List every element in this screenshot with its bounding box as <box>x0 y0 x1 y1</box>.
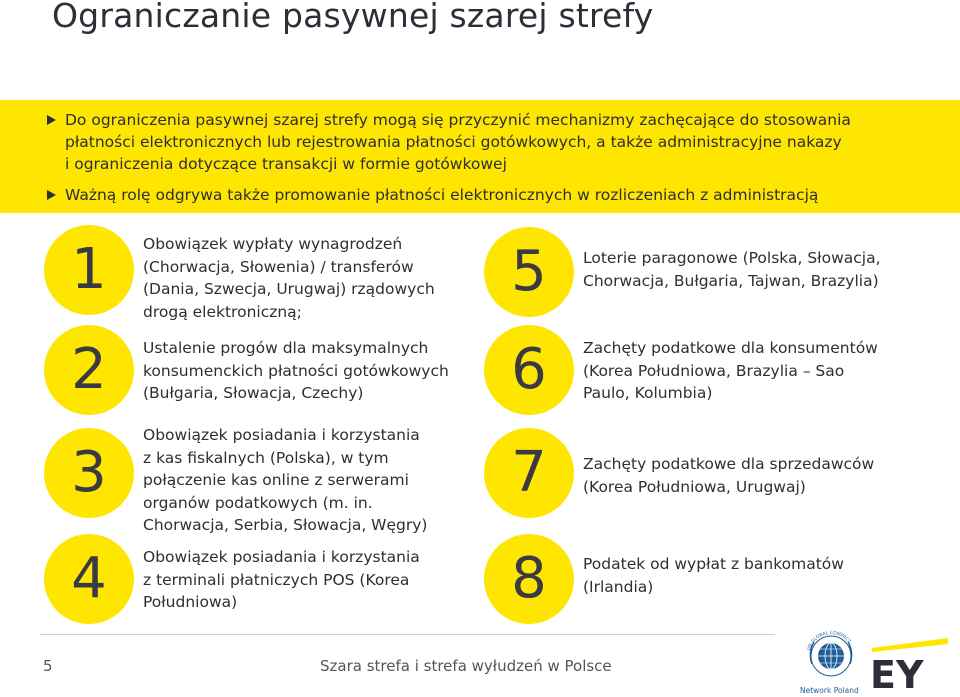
ey-logo-text: EY <box>870 653 924 690</box>
number-badge-1: 1 <box>44 225 134 315</box>
footer-divider <box>40 634 775 635</box>
banner-bullet-1 <box>47 109 947 175</box>
banner-bullet-text: Ważną rolę odgrywa także promowanie płatności elektronicznych w rozliczeniach z administracją <box>65 186 819 204</box>
number-badge-8: 8 <box>484 534 574 624</box>
bullet-arrow-icon <box>47 190 56 200</box>
number-badge-5: 5 <box>484 227 574 317</box>
number-badge-2: 2 <box>44 325 134 415</box>
measure-text-1: Obowiązek wypłaty wynagrodzeń (Chorwacja, Słowenia) / transferów (Dania, Szwecja, Urugwaj) rządowych drogą elektroniczną; <box>143 235 435 321</box>
bullet-arrow-icon <box>47 115 56 125</box>
measure-text-7: Zachęty podatkowe dla sprzedawców (Korea Południowa, Urugwaj) <box>583 455 875 496</box>
number-badge-3: 3 <box>44 428 134 518</box>
page-number: 5 <box>43 657 53 675</box>
un-logo-caption: Network Poland <box>800 686 859 695</box>
un-logo-ring-text: UN GLOBAL COMPACT <box>806 630 852 652</box>
measure-text-3: Obowiązek posiadania i korzystania z kas fiskalnych (Polska), w tym połączenie kas online z serwerami organów podatkowych (m. in. Chorwacja, Serbia, Słowacja, Węgry) <box>143 426 428 534</box>
measure-text-5: Loterie paragonowe (Polska, Słowacja, Chorwacja, Bułgaria, Tajwan, Brazylia) <box>583 249 881 290</box>
page-title: Ograniczanie pasywnej szarej strefy <box>52 0 654 35</box>
summary-banner <box>0 100 960 213</box>
number-badge-6: 6 <box>484 325 574 415</box>
banner-bullet-text: Do ograniczenia pasywnej szarej strefy mogą się przyczynić mechanizmy zachęcające do stosowania płatności elektronicznych lub rejestrowania płatności gotówkowych, a także administracyjne nakazy i ograniczenia dotyczące transakcji w formie gotówkowej <box>65 111 851 173</box>
measure-text-6: Zachęty podatkowe dla konsumentów (Korea Południowa, Brazylia – Sao Paulo, Kolumbia) <box>583 339 878 402</box>
number-badge-4: 4 <box>44 534 134 624</box>
measure-text-8: Podatek od wypłat z bankomatów (Irlandia) <box>583 555 844 596</box>
measure-text-4: Obowiązek posiadania i korzystania z terminali płatniczych POS (Korea Południowa) <box>143 548 420 611</box>
number-badge-7: 7 <box>484 428 574 518</box>
footer-title: Szara strefa i strefa wyłudzeń w Polsce <box>320 657 612 675</box>
banner-bullet-2 <box>47 184 947 206</box>
ey-logo-icon <box>868 638 952 690</box>
measure-text-2: Ustalenie progów dla maksymalnych konsumenckich płatności gotówkowych (Bułgaria, Słowacja, Czechy) <box>143 339 449 402</box>
